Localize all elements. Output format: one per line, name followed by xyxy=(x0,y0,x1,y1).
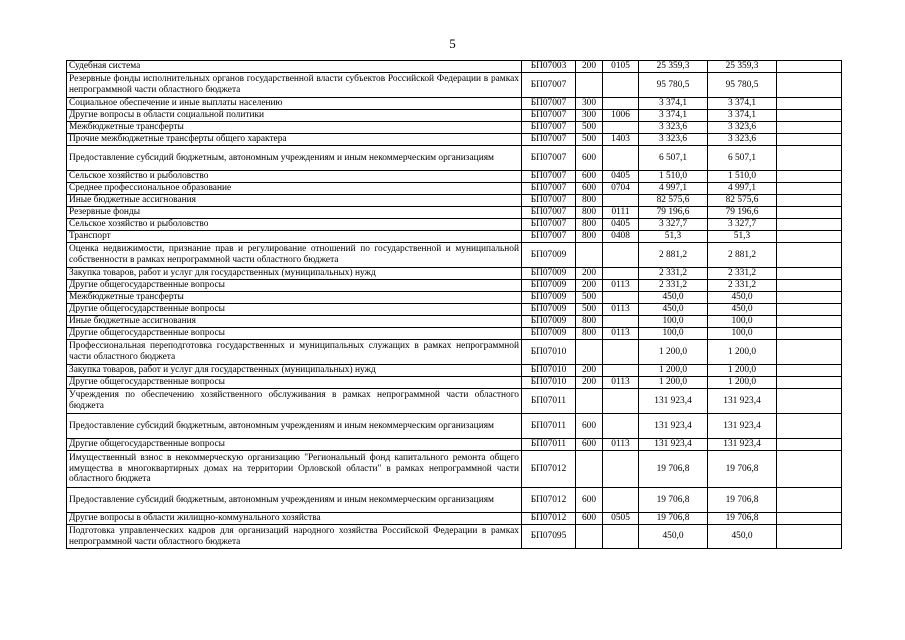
cell-amount-1: 19 706,8 xyxy=(639,451,708,488)
cell-amount-2: 82 575,6 xyxy=(708,195,777,207)
cell-expense-type: 500 xyxy=(576,134,603,146)
cell-extra xyxy=(777,451,842,488)
cell-amount-2: 3 323,6 xyxy=(708,134,777,146)
cell-target-code: БП07007 xyxy=(522,231,576,243)
cell-section-code xyxy=(603,122,639,134)
cell-extra xyxy=(777,231,842,243)
cell-expense-type: 200 xyxy=(576,377,603,389)
cell-name: Оценка недвижимости, признание прав и регулирование отношений по государственной и муниципальной собственности в рамках непрограммной части областного бюджета xyxy=(67,243,522,268)
cell-target-code: БП07007 xyxy=(522,171,576,183)
cell-extra xyxy=(777,98,842,110)
cell-extra xyxy=(777,414,842,439)
cell-name: Социальное обеспечение и иные выплаты населению xyxy=(67,98,522,110)
cell-target-code: БП07007 xyxy=(522,183,576,195)
cell-extra xyxy=(777,219,842,231)
cell-amount-1: 131 923,4 xyxy=(639,389,708,414)
cell-name: Предоставление субсидий бюджетным, автономным учреждениям и иным некоммерческим организациям xyxy=(67,146,522,171)
cell-expense-type: 600 xyxy=(576,513,603,525)
cell-expense-type: 200 xyxy=(576,268,603,280)
cell-amount-1: 450,0 xyxy=(639,292,708,304)
cell-name: Межбюджетные трансферты xyxy=(67,292,522,304)
cell-target-code: БП07011 xyxy=(522,439,576,451)
cell-name: Среднее профессиональное образование xyxy=(67,183,522,195)
cell-amount-1: 82 575,6 xyxy=(639,195,708,207)
cell-extra xyxy=(777,110,842,122)
cell-target-code: БП07010 xyxy=(522,340,576,365)
cell-amount-2: 3 374,1 xyxy=(708,98,777,110)
cell-name: Сельское хозяйство и рыболовство xyxy=(67,219,522,231)
table-row xyxy=(67,414,842,439)
cell-name: Предоставление субсидий бюджетным, автономным учреждениям и иным некоммерческим организациям xyxy=(67,488,522,513)
cell-name: Иные бюджетные ассигнования xyxy=(67,316,522,328)
cell-expense-type: 300 xyxy=(576,110,603,122)
cell-amount-2: 2 331,2 xyxy=(708,280,777,292)
table-row xyxy=(67,513,842,525)
cell-amount-1: 25 359,3 xyxy=(639,61,708,73)
cell-amount-2: 2 331,2 xyxy=(708,268,777,280)
cell-expense-type: 800 xyxy=(576,207,603,219)
cell-expense-type: 800 xyxy=(576,231,603,243)
cell-amount-2: 6 507,1 xyxy=(708,146,777,171)
table-row xyxy=(67,365,842,377)
cell-amount-1: 1 200,0 xyxy=(639,340,708,365)
cell-expense-type xyxy=(576,73,603,98)
cell-extra xyxy=(777,73,842,98)
cell-target-code: БП07007 xyxy=(522,122,576,134)
cell-amount-1: 131 923,4 xyxy=(639,439,708,451)
cell-expense-type xyxy=(576,389,603,414)
cell-expense-type: 600 xyxy=(576,414,603,439)
cell-amount-1: 79 196,6 xyxy=(639,207,708,219)
cell-extra xyxy=(777,365,842,377)
table-row xyxy=(67,122,842,134)
cell-target-code: БП07011 xyxy=(522,389,576,414)
cell-target-code: БП07007 xyxy=(522,98,576,110)
cell-expense-type: 500 xyxy=(576,122,603,134)
cell-section-code: 0113 xyxy=(603,304,639,316)
cell-name: Закупка товаров, работ и услуг для государственных (муниципальных) нужд xyxy=(67,268,522,280)
cell-extra xyxy=(777,340,842,365)
cell-extra xyxy=(777,183,842,195)
cell-amount-2: 3 327,7 xyxy=(708,219,777,231)
table-row xyxy=(67,73,842,98)
budget-table xyxy=(66,60,842,549)
cell-expense-type xyxy=(576,340,603,365)
cell-extra xyxy=(777,304,842,316)
cell-expense-type: 600 xyxy=(576,171,603,183)
cell-amount-1: 3 374,1 xyxy=(639,98,708,110)
cell-name: Имущественный взнос в некоммерческую организацию "Региональный фонд капитального ремонта общего имущества в многоквартирных домах на территории Орловской области" в рамках непрограммной части областного бюджета xyxy=(67,451,522,488)
cell-section-code: 0113 xyxy=(603,280,639,292)
table-row xyxy=(67,219,842,231)
cell-expense-type: 800 xyxy=(576,195,603,207)
cell-expense-type: 200 xyxy=(576,365,603,377)
cell-amount-1: 19 706,8 xyxy=(639,513,708,525)
cell-section-code: 0704 xyxy=(603,183,639,195)
cell-target-code: БП07007 xyxy=(522,207,576,219)
cell-expense-type: 600 xyxy=(576,146,603,171)
cell-section-code xyxy=(603,340,639,365)
cell-extra xyxy=(777,61,842,73)
cell-section-code xyxy=(603,73,639,98)
cell-amount-2: 100,0 xyxy=(708,316,777,328)
cell-amount-2: 3 323,6 xyxy=(708,122,777,134)
table-row xyxy=(67,183,842,195)
cell-extra xyxy=(777,439,842,451)
cell-expense-type: 800 xyxy=(576,328,603,340)
cell-section-code xyxy=(603,389,639,414)
cell-amount-2: 1 200,0 xyxy=(708,340,777,365)
table-row xyxy=(67,340,842,365)
cell-target-code: БП07009 xyxy=(522,328,576,340)
table-row xyxy=(67,304,842,316)
cell-expense-type: 200 xyxy=(576,61,603,73)
cell-amount-1: 3 323,6 xyxy=(639,122,708,134)
cell-extra xyxy=(777,171,842,183)
cell-name: Прочие межбюджетные трансферты общего характера xyxy=(67,134,522,146)
cell-amount-2: 450,0 xyxy=(708,304,777,316)
cell-extra xyxy=(777,389,842,414)
cell-amount-2: 450,0 xyxy=(708,525,777,549)
cell-amount-2: 4 997,1 xyxy=(708,183,777,195)
cell-section-code xyxy=(603,525,639,549)
cell-amount-1: 3 374,1 xyxy=(639,110,708,122)
cell-amount-1: 3 323,6 xyxy=(639,134,708,146)
cell-expense-type: 500 xyxy=(576,304,603,316)
cell-target-code: БП07009 xyxy=(522,243,576,268)
table-row xyxy=(67,243,842,268)
table-row xyxy=(67,328,842,340)
cell-extra xyxy=(777,513,842,525)
cell-expense-type: 600 xyxy=(576,183,603,195)
cell-target-code: БП07009 xyxy=(522,268,576,280)
table-row xyxy=(67,231,842,243)
cell-name: Подготовка управленческих кадров для организаций народного хозяйства Российской Федерации в рамках непрограммной части областного бюджета xyxy=(67,525,522,549)
cell-amount-1: 4 997,1 xyxy=(639,183,708,195)
cell-amount-2: 95 780,5 xyxy=(708,73,777,98)
cell-amount-2: 131 923,4 xyxy=(708,414,777,439)
cell-target-code: БП07007 xyxy=(522,146,576,171)
cell-section-code: 0405 xyxy=(603,219,639,231)
cell-section-code: 0113 xyxy=(603,377,639,389)
cell-section-code xyxy=(603,316,639,328)
cell-name: Иные бюджетные ассигнования xyxy=(67,195,522,207)
table-row xyxy=(67,488,842,513)
cell-extra xyxy=(777,525,842,549)
table-row xyxy=(67,110,842,122)
page-number: 5 xyxy=(449,36,456,51)
cell-amount-2: 51,3 xyxy=(708,231,777,243)
cell-name: Другие общегосударственные вопросы xyxy=(67,439,522,451)
cell-expense-type xyxy=(576,451,603,488)
cell-section-code: 0405 xyxy=(603,171,639,183)
table-row xyxy=(67,61,842,73)
cell-name: Другие общегосударственные вопросы xyxy=(67,280,522,292)
cell-extra xyxy=(777,316,842,328)
cell-section-code xyxy=(603,451,639,488)
table-row xyxy=(67,207,842,219)
cell-extra xyxy=(777,243,842,268)
cell-amount-1: 2 331,2 xyxy=(639,280,708,292)
cell-amount-1: 450,0 xyxy=(639,525,708,549)
cell-name: Сельское хозяйство и рыболовство xyxy=(67,171,522,183)
cell-target-code: БП07003 xyxy=(522,61,576,73)
cell-extra xyxy=(777,292,842,304)
table-row xyxy=(67,292,842,304)
cell-section-code xyxy=(603,243,639,268)
table-row xyxy=(67,171,842,183)
cell-amount-1: 131 923,4 xyxy=(639,414,708,439)
cell-expense-type: 800 xyxy=(576,219,603,231)
cell-extra xyxy=(777,377,842,389)
table-row xyxy=(67,195,842,207)
cell-target-code: БП07009 xyxy=(522,280,576,292)
cell-amount-1: 100,0 xyxy=(639,328,708,340)
table-row xyxy=(67,316,842,328)
cell-name: Предоставление субсидий бюджетным, автономным учреждениям и иным некоммерческим организациям xyxy=(67,414,522,439)
cell-amount-2: 1 510,0 xyxy=(708,171,777,183)
cell-extra xyxy=(777,122,842,134)
cell-target-code: БП07007 xyxy=(522,110,576,122)
cell-name: Другие вопросы в области жилищно-коммунального хозяйства xyxy=(67,513,522,525)
cell-target-code: БП07009 xyxy=(522,292,576,304)
cell-amount-2: 131 923,4 xyxy=(708,439,777,451)
cell-amount-2: 79 196,6 xyxy=(708,207,777,219)
cell-section-code: 1403 xyxy=(603,134,639,146)
cell-section-code xyxy=(603,488,639,513)
cell-target-code: БП07009 xyxy=(522,316,576,328)
cell-target-code: БП07012 xyxy=(522,451,576,488)
cell-expense-type: 200 xyxy=(576,280,603,292)
table-row xyxy=(67,525,842,549)
cell-section-code xyxy=(603,414,639,439)
table-row xyxy=(67,439,842,451)
cell-expense-type: 800 xyxy=(576,316,603,328)
cell-name: Транспорт xyxy=(67,231,522,243)
cell-amount-2: 1 200,0 xyxy=(708,365,777,377)
table-row xyxy=(67,389,842,414)
cell-expense-type: 300 xyxy=(576,98,603,110)
table-row xyxy=(67,451,842,488)
cell-extra xyxy=(777,488,842,513)
cell-amount-2: 100,0 xyxy=(708,328,777,340)
cell-expense-type xyxy=(576,243,603,268)
cell-amount-2: 3 374,1 xyxy=(708,110,777,122)
cell-amount-1: 1 200,0 xyxy=(639,377,708,389)
cell-extra xyxy=(777,134,842,146)
cell-section-code xyxy=(603,146,639,171)
cell-section-code: 0105 xyxy=(603,61,639,73)
cell-target-code: БП07011 xyxy=(522,414,576,439)
cell-amount-2: 450,0 xyxy=(708,292,777,304)
cell-section-code: 0111 xyxy=(603,207,639,219)
cell-amount-1: 2 331,2 xyxy=(639,268,708,280)
cell-section-code: 0113 xyxy=(603,439,639,451)
cell-section-code: 0505 xyxy=(603,513,639,525)
cell-target-code: БП07010 xyxy=(522,377,576,389)
cell-section-code xyxy=(603,268,639,280)
table-row xyxy=(67,146,842,171)
cell-amount-2: 25 359,3 xyxy=(708,61,777,73)
cell-amount-2: 1 200,0 xyxy=(708,377,777,389)
cell-amount-1: 2 881,2 xyxy=(639,243,708,268)
cell-extra xyxy=(777,268,842,280)
cell-name: Учреждения по обеспечению хозяйственного обслуживания в рамках непрограммной части областного бюджета xyxy=(67,389,522,414)
cell-amount-1: 3 327,7 xyxy=(639,219,708,231)
cell-amount-1: 51,3 xyxy=(639,231,708,243)
cell-name: Межбюджетные трансферты xyxy=(67,122,522,134)
cell-name: Другие вопросы в области социальной политики xyxy=(67,110,522,122)
cell-amount-1: 1 200,0 xyxy=(639,365,708,377)
cell-expense-type: 600 xyxy=(576,488,603,513)
cell-extra xyxy=(777,280,842,292)
cell-amount-2: 2 881,2 xyxy=(708,243,777,268)
cell-amount-2: 19 706,8 xyxy=(708,451,777,488)
cell-amount-1: 1 510,0 xyxy=(639,171,708,183)
cell-section-code xyxy=(603,195,639,207)
cell-section-code xyxy=(603,292,639,304)
cell-amount-1: 100,0 xyxy=(639,316,708,328)
cell-name: Профессиональная переподготовка государственных и муниципальных служащих в рамках непрограммной части областного бюджета xyxy=(67,340,522,365)
cell-target-code: БП07007 xyxy=(522,73,576,98)
cell-extra xyxy=(777,328,842,340)
cell-name: Другие общегосударственные вопросы xyxy=(67,377,522,389)
cell-section-code xyxy=(603,365,639,377)
table-row xyxy=(67,280,842,292)
cell-amount-1: 19 706,8 xyxy=(639,488,708,513)
cell-amount-1: 95 780,5 xyxy=(639,73,708,98)
cell-extra xyxy=(777,146,842,171)
cell-expense-type: 500 xyxy=(576,292,603,304)
cell-target-code: БП07010 xyxy=(522,365,576,377)
cell-name: Резервные фонды xyxy=(67,207,522,219)
cell-target-code: БП07012 xyxy=(522,488,576,513)
cell-name: Другие общегосударственные вопросы xyxy=(67,304,522,316)
cell-amount-2: 19 706,8 xyxy=(708,513,777,525)
cell-extra xyxy=(777,195,842,207)
cell-target-code: БП07007 xyxy=(522,219,576,231)
cell-section-code: 0408 xyxy=(603,231,639,243)
table-row xyxy=(67,134,842,146)
cell-section-code: 1006 xyxy=(603,110,639,122)
cell-target-code: БП07007 xyxy=(522,195,576,207)
table-row xyxy=(67,98,842,110)
cell-target-code: БП07095 xyxy=(522,525,576,549)
cell-amount-2: 131 923,4 xyxy=(708,389,777,414)
table-row xyxy=(67,268,842,280)
cell-amount-1: 450,0 xyxy=(639,304,708,316)
cell-name: Другие общегосударственные вопросы xyxy=(67,328,522,340)
budget-table-body xyxy=(67,61,842,549)
cell-extra xyxy=(777,207,842,219)
cell-target-code: БП07007 xyxy=(522,134,576,146)
cell-section-code: 0113 xyxy=(603,328,639,340)
cell-amount-2: 19 706,8 xyxy=(708,488,777,513)
cell-expense-type: 600 xyxy=(576,439,603,451)
cell-name: Судебная система xyxy=(67,61,522,73)
table-row xyxy=(67,377,842,389)
cell-name: Резервные фонды исполнительных органов государственной власти субъектов Российской Федерации в рамках непрограммной части областного бюджета xyxy=(67,73,522,98)
cell-target-code: БП07009 xyxy=(522,304,576,316)
cell-target-code: БП07012 xyxy=(522,513,576,525)
cell-section-code xyxy=(603,98,639,110)
cell-amount-1: 6 507,1 xyxy=(639,146,708,171)
cell-name: Закупка товаров, работ и услуг для государственных (муниципальных) нужд xyxy=(67,365,522,377)
cell-expense-type xyxy=(576,525,603,549)
